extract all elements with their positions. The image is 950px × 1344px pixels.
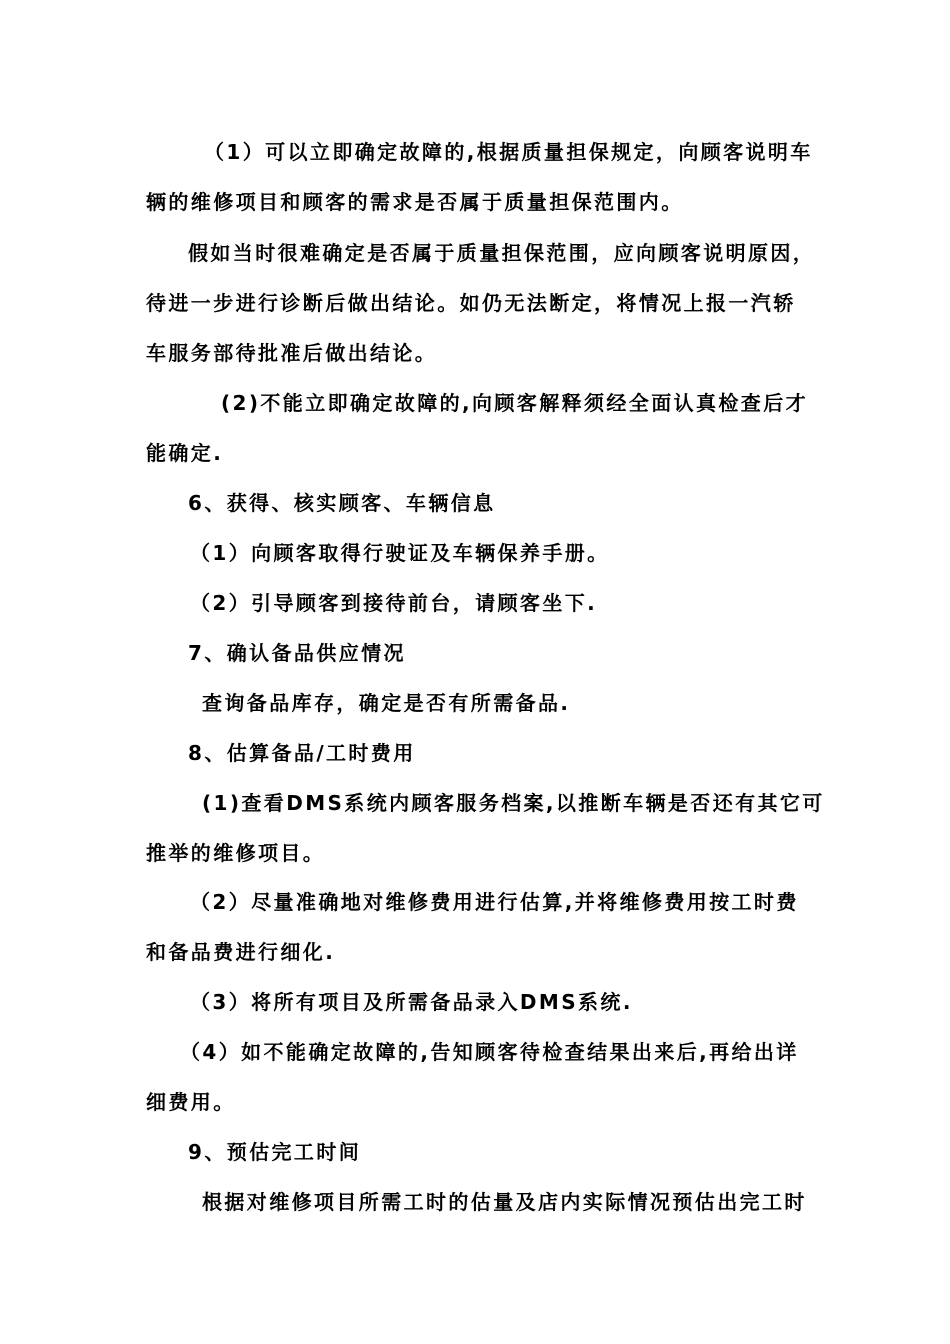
- paragraph-line: 能确定.: [146, 441, 224, 465]
- section-heading: 7、确认备品供应情况: [188, 641, 406, 665]
- paragraph-line: 细费用。: [146, 1090, 236, 1114]
- paragraph-line: （2）引导顾客到接待前台，请顾客坐下.: [190, 591, 598, 615]
- section-heading: 6、获得、核实顾客、车辆信息: [188, 491, 496, 515]
- paragraph-line: 推举的维修项目。: [146, 841, 326, 865]
- paragraph-line: （4）如不能确定故障的,告知顾客待检查结果出来后,再给出详: [180, 1040, 799, 1064]
- paragraph-line: （3）将所有项目及所需备品录入DMS系统.: [190, 990, 633, 1014]
- paragraph-line: 待进一步进行诊断后做出结论。如仍无法断定，将情况上报一汽轿: [146, 291, 796, 315]
- section-heading: 8、估算备品/工时费用: [188, 741, 416, 765]
- paragraph-line: 和备品费进行细化.: [146, 940, 336, 964]
- paragraph-line: （2）尽量准确地对维修费用进行估算,并将维修费用按工时费: [190, 890, 799, 914]
- paragraph-line: (2)不能立即确定故障的,向顾客解释须经全面认真检查后才: [221, 391, 808, 415]
- paragraph-line: 根据对维修项目所需工时的估量及店内实际情况预估出完工时: [202, 1190, 807, 1214]
- paragraph-line: 查询备品库存，确定是否有所需备品.: [202, 691, 571, 715]
- paragraph-line: (1)查看DMS系统内顾客服务档案,以推断车辆是否还有其它可: [202, 791, 825, 815]
- paragraph-line: 车服务部待批准后做出结论。: [146, 341, 438, 365]
- paragraph-line: （1）向顾客取得行驶证及车辆保养手册。: [190, 541, 610, 565]
- section-heading: 9、预估完工时间: [188, 1140, 362, 1164]
- paragraph-line: 假如当时很难确定是否属于质量担保范围，应向顾客说明原因，: [188, 241, 816, 265]
- paragraph-line: （1）可以立即确定故障的,根据质量担保规定，向顾客说明车: [204, 140, 813, 164]
- paragraph-line: 辆的维修项目和顾客的需求是否属于质量担保范围内。: [146, 190, 684, 214]
